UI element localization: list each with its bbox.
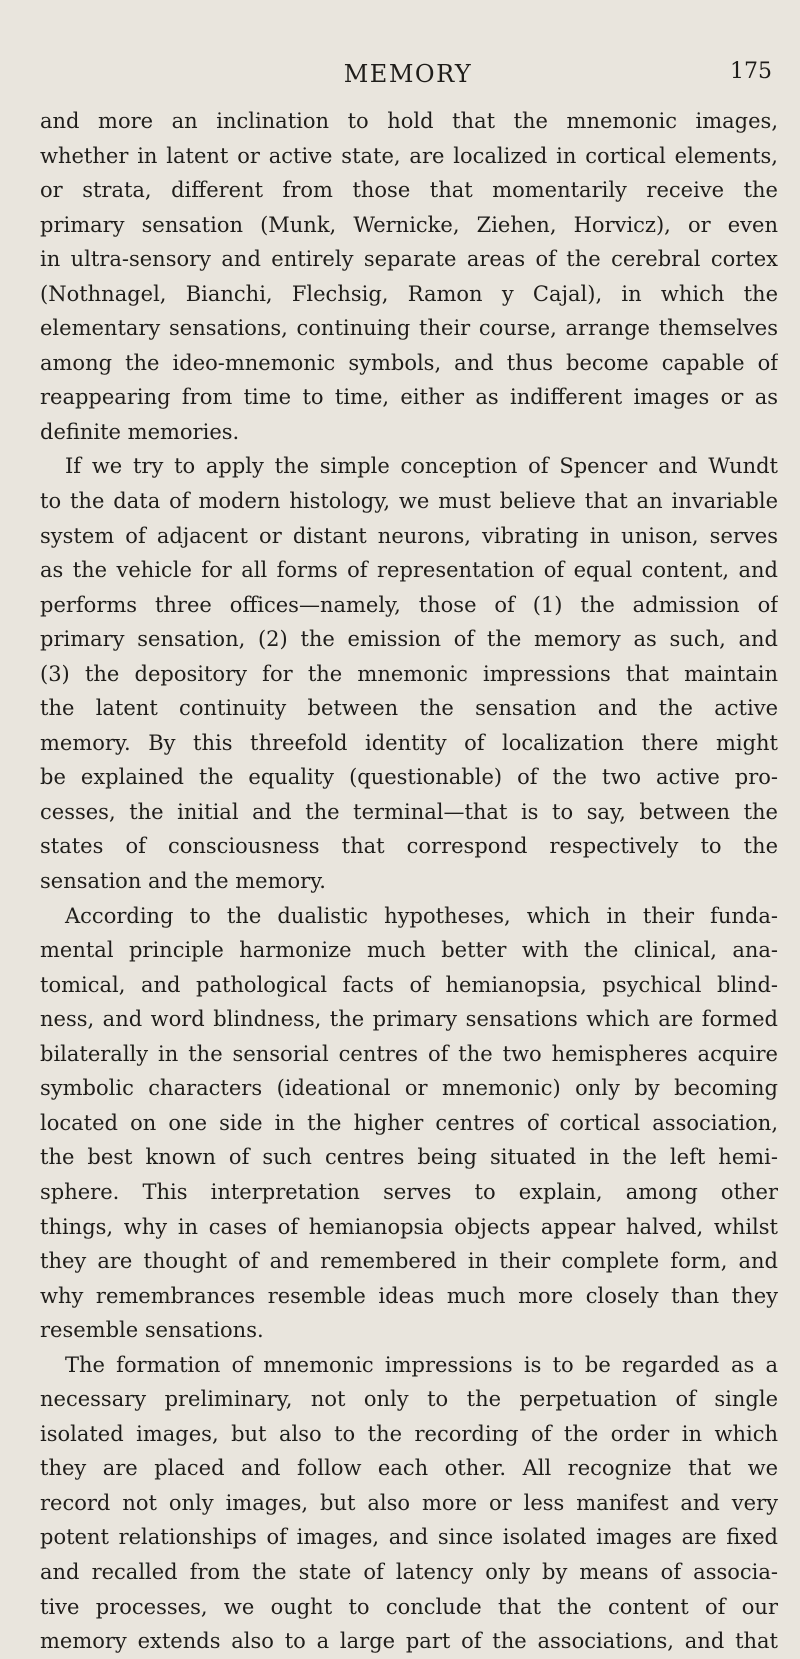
text-line: primary sensation, (2) the emission of the memory as such, and [40, 627, 778, 652]
text-line: memory. By this threefold identity of localization there might [40, 730, 778, 755]
paragraph-start-line: According to the dualistic hypotheses, which in their funda- [65, 903, 778, 928]
text-line: sphere. This interpretation serves to explain, among other [40, 1179, 778, 1204]
text-line: and recalled from the state of latency only by means of associa- [40, 1559, 778, 1584]
text-line: memory extends also to a large part of the associations, and that [40, 1629, 778, 1654]
text-line: performs three offices—namely, those of (1) the admission of [40, 592, 778, 617]
text-line: record not only images, but also more or less manifest and very [40, 1490, 778, 1515]
text-line: and more an inclination to hold that the mnemonic images, [40, 109, 778, 133]
paragraph-end-line: definite memories. [40, 419, 240, 444]
text-line: things, why in cases of hemianopsia objects appear halved, whilst [40, 1214, 778, 1239]
paragraph-start-line: The formation of mnemonic impressions is to be regarded as a [65, 1352, 778, 1377]
text-line: reappearing from time to time, either as indifferent images or as [40, 385, 778, 410]
body-text [40, 104, 778, 1659]
text-line: whether in latent or active state, are localized in cortical elements, [40, 143, 778, 168]
text-line: symbolic characters (ideational or mnemonic) only by becoming [40, 1076, 778, 1101]
text-line: mental principle harmonize much better with the clinical, ana- [40, 938, 778, 963]
text-line: necessary preliminary, not only to the perpetuation of single [40, 1387, 778, 1412]
text-line: in ultra-sensory and entirely separate areas of the cerebral cortex [40, 247, 778, 272]
text-line: states of consciousness that correspond respectively to the [40, 834, 778, 859]
paragraph-end-line: resemble sensations. [40, 1318, 264, 1343]
text-line: potent relationships of images, and since isolated images are fixed [40, 1525, 778, 1550]
page-header [40, 56, 776, 92]
text-line: isolated images, but also to the recording of the order in which [40, 1421, 778, 1446]
paragraph-start-line: If we try to apply the simple conception of Spencer and Wundt [65, 454, 778, 479]
text-line: primary sensation (Munk, Wernicke, Ziehen, Horvicz), or even [40, 212, 778, 237]
text-line: cesses, the initial and the terminal—that is to say, between the [40, 799, 778, 824]
text-line: (3) the depository for the mnemonic impressions that maintain [40, 661, 778, 686]
text-line: bilaterally in the sensorial centres of the two hemispheres acquire [40, 1041, 778, 1066]
running-title: MEMORY [343, 60, 473, 88]
text-line: be explained the equality (questionable) of the two active pro- [40, 765, 778, 790]
text-line: tive processes, we ought to conclude that the content of our [40, 1594, 778, 1619]
paragraph-end-line: sensation and the memory. [40, 869, 326, 894]
text-line: among the ideo-mnemonic symbols, and thus become capable of [40, 350, 778, 375]
text-line: or strata, different from those that momentarily receive the [40, 178, 778, 203]
page-number: 175 [730, 59, 772, 84]
text-line: they are placed and follow each other. All recognize that we [40, 1456, 778, 1481]
text-line: the latent continuity between the sensation and the active [40, 696, 778, 721]
text-line: (Nothnagel, Bianchi, Flechsig, Ramon y Cajal), in which the [40, 281, 778, 306]
text-line: elementary sensations, continuing their course, arrange themselves [40, 316, 778, 341]
text-line: the best known of such centres being situated in the left hemi- [40, 1145, 778, 1170]
text-line: they are thought of and remembered in their complete form, and [40, 1249, 778, 1274]
text-line: to the data of modern histology, we must believe that an invariable [40, 489, 778, 514]
text-line: system of adjacent or distant neurons, vibrating in unison, serves [40, 523, 778, 548]
text-line: located on one side in the higher centres of cortical association, [40, 1110, 778, 1135]
text-line: ness, and word blindness, the primary sensations which are formed [40, 1007, 778, 1032]
text-line: tomical, and pathological facts of hemianopsia, psychical blind- [40, 972, 778, 997]
text-line: as the vehicle for all forms of representation of equal content, and [40, 558, 778, 583]
text-line: why remembrances resemble ideas much more closely than they [40, 1283, 778, 1308]
